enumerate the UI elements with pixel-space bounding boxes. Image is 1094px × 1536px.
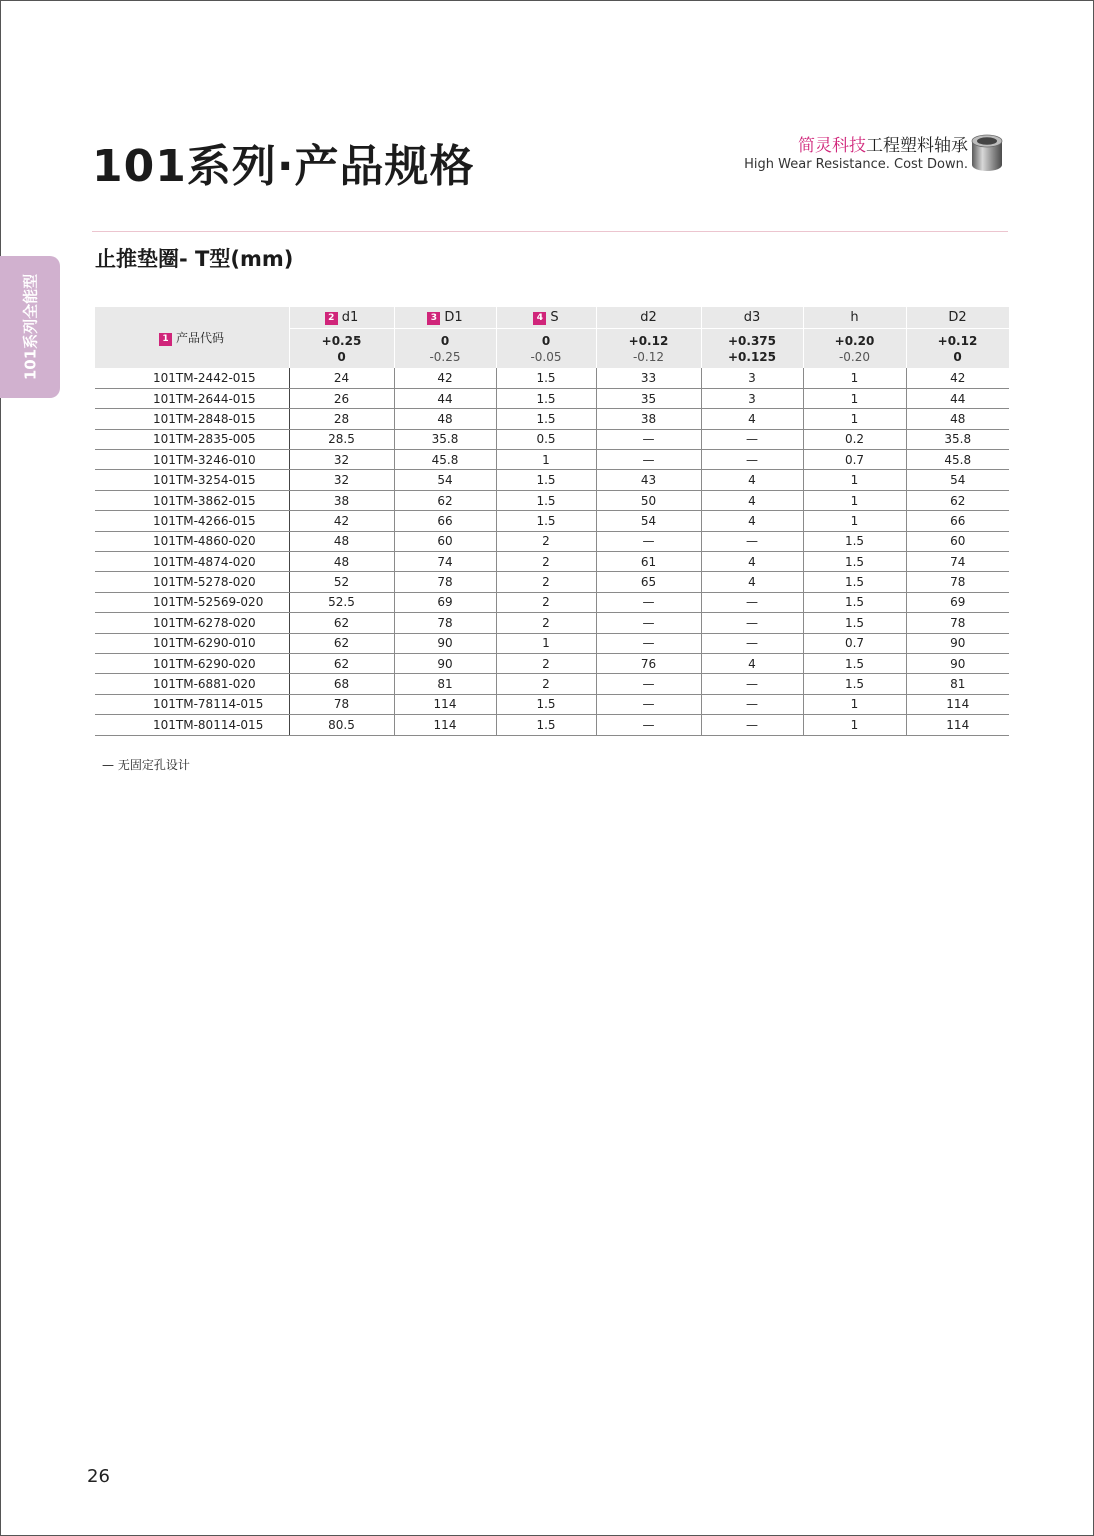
page-title: 101系列·产品规格 — [92, 141, 475, 192]
column-badge: 2 — [325, 312, 338, 325]
value-cell: 32 — [289, 450, 394, 470]
value-cell: 2 — [496, 653, 596, 673]
code-column-header — [95, 307, 289, 368]
column-header-d2 — [906, 307, 1009, 328]
value-cell: 2 — [496, 592, 596, 612]
value-cell: 90 — [906, 633, 1009, 653]
value-cell: 2 — [496, 531, 596, 551]
value-cell: 74 — [906, 552, 1009, 572]
column-name: d2 — [640, 309, 657, 325]
column-badge: 3 — [427, 312, 440, 325]
value-cell: 62 — [289, 653, 394, 673]
brand-name — [744, 136, 968, 156]
tolerance-d1 — [394, 328, 496, 368]
value-cell: 35 — [596, 388, 701, 408]
table-row — [95, 429, 1009, 449]
product-code-cell: 101TM-2442-015 — [95, 368, 289, 388]
value-cell: — — [596, 450, 701, 470]
value-cell: 0.2 — [803, 429, 906, 449]
value-cell: — — [596, 694, 701, 714]
tolerance-upper: +0.375 — [727, 334, 776, 349]
column-name: d3 — [743, 309, 761, 325]
product-code-cell: 101TM-2848-015 — [95, 409, 289, 429]
product-code-cell: 101TM-4874-020 — [95, 552, 289, 572]
value-cell: 44 — [906, 388, 1009, 408]
product-code-cell: 101TM-80114-015 — [95, 715, 289, 735]
table-row — [95, 613, 1009, 633]
table-row — [95, 633, 1009, 653]
value-cell: 28 — [289, 409, 394, 429]
value-cell: 1 — [803, 368, 906, 388]
value-cell: 69 — [394, 592, 496, 612]
column-header-d1 — [394, 307, 496, 328]
value-cell: 2 — [496, 674, 596, 694]
value-cell: 60 — [394, 531, 496, 551]
value-cell: 35.8 — [394, 429, 496, 449]
value-cell: 48 — [394, 409, 496, 429]
value-cell: 4 — [701, 653, 803, 673]
value-cell: — — [596, 613, 701, 633]
tolerance-d2 — [596, 328, 701, 368]
value-cell: — — [596, 592, 701, 612]
value-cell: 78 — [394, 613, 496, 633]
value-cell: 38 — [289, 490, 394, 510]
value-cell: 1.5 — [803, 572, 906, 592]
column-badge: 4 — [533, 312, 546, 325]
value-cell: — — [701, 592, 803, 612]
table-row — [95, 694, 1009, 714]
value-cell: 114 — [906, 715, 1009, 735]
brand-slogan: High Wear Resistance. Cost Down. — [744, 157, 968, 172]
product-code-cell: 101TM-6278-020 — [95, 613, 289, 633]
tolerance-d2 — [906, 328, 1009, 368]
table-row — [95, 470, 1009, 490]
value-cell: 4 — [701, 470, 803, 490]
column-header-d3 — [701, 307, 803, 328]
value-cell: 1 — [496, 633, 596, 653]
value-cell: 81 — [906, 674, 1009, 694]
value-cell: 52 — [289, 572, 394, 592]
product-code-cell: 101TM-6881-020 — [95, 674, 289, 694]
table-row — [95, 409, 1009, 429]
value-cell: — — [701, 531, 803, 551]
column-name: S — [550, 309, 559, 325]
value-cell: 1.5 — [803, 592, 906, 612]
value-cell: 1.5 — [803, 674, 906, 694]
column-name: d1 — [341, 309, 359, 325]
value-cell: 1.5 — [803, 653, 906, 673]
value-cell: 78 — [394, 572, 496, 592]
value-cell: 78 — [906, 613, 1009, 633]
brand-block — [744, 136, 968, 174]
value-cell: — — [701, 450, 803, 470]
value-cell: 114 — [394, 694, 496, 714]
value-cell: 2 — [496, 572, 596, 592]
product-code-cell: 101TM-2835-005 — [95, 429, 289, 449]
value-cell: 1 — [803, 715, 906, 735]
table-row — [95, 388, 1009, 408]
value-cell: 65 — [596, 572, 701, 592]
value-cell: 80.5 — [289, 715, 394, 735]
product-code-cell: 101TM-78114-015 — [95, 694, 289, 714]
value-cell: 48 — [289, 531, 394, 551]
value-cell: — — [701, 674, 803, 694]
value-cell: 0.7 — [803, 450, 906, 470]
value-cell: 28.5 — [289, 429, 394, 449]
tolerance-lower: -0.25 — [429, 350, 461, 365]
column-header-d2 — [596, 307, 701, 328]
value-cell: 90 — [394, 633, 496, 653]
value-cell: 3 — [701, 368, 803, 388]
value-cell: 66 — [394, 511, 496, 531]
value-cell: — — [596, 531, 701, 551]
value-cell: — — [596, 429, 701, 449]
value-cell: 74 — [394, 552, 496, 572]
value-cell: 1.5 — [803, 531, 906, 551]
column-badge: 1 — [159, 333, 172, 346]
value-cell: — — [701, 715, 803, 735]
value-cell: 78 — [906, 572, 1009, 592]
code-header-label: 产品代码 — [176, 331, 225, 345]
value-cell: 1.5 — [496, 694, 596, 714]
value-cell: 4 — [701, 409, 803, 429]
value-cell: 1 — [803, 490, 906, 510]
table-row — [95, 511, 1009, 531]
value-cell: 0.7 — [803, 633, 906, 653]
column-header-h — [803, 307, 906, 328]
tolerance-d1 — [289, 328, 394, 368]
value-cell: 42 — [906, 368, 1009, 388]
value-cell: 62 — [289, 613, 394, 633]
table-row — [95, 715, 1009, 735]
section-title: 止推垫圈- T型(mm) — [95, 247, 294, 271]
value-cell: 1 — [803, 470, 906, 490]
value-cell: 52.5 — [289, 592, 394, 612]
value-cell: 1.5 — [496, 470, 596, 490]
product-code-cell: 101TM-3862-015 — [95, 490, 289, 510]
value-cell: 54 — [394, 470, 496, 490]
tolerance-lower: +0.125 — [727, 350, 776, 365]
value-cell: 114 — [906, 694, 1009, 714]
side-tab[interactable] — [0, 256, 60, 398]
tolerance-lower: 0 — [953, 350, 962, 365]
tolerance-d3 — [701, 328, 803, 368]
value-cell: 48 — [289, 552, 394, 572]
value-cell: 90 — [906, 653, 1009, 673]
value-cell: 1.5 — [803, 552, 906, 572]
spec-table — [95, 307, 1010, 736]
value-cell: 2 — [496, 552, 596, 572]
brand-accent-text: 简灵科技 — [798, 136, 866, 156]
value-cell: 68 — [289, 674, 394, 694]
value-cell: 1 — [803, 511, 906, 531]
column-header-d1 — [289, 307, 394, 328]
value-cell: 2 — [496, 613, 596, 633]
value-cell: 50 — [596, 490, 701, 510]
table-row — [95, 450, 1009, 470]
tolerance-h — [803, 328, 906, 368]
value-cell: 32 — [289, 470, 394, 490]
product-code-cell: 101TM-4266-015 — [95, 511, 289, 531]
tolerance-lower: -0.20 — [838, 350, 871, 365]
page-number: 26 — [87, 1466, 110, 1487]
product-code-cell: 101TM-6290-010 — [95, 633, 289, 653]
value-cell: 4 — [701, 490, 803, 510]
value-cell: 1.5 — [496, 511, 596, 531]
value-cell: — — [701, 633, 803, 653]
value-cell: 42 — [394, 368, 496, 388]
value-cell: 0.5 — [496, 429, 596, 449]
table-row — [95, 572, 1009, 592]
column-name: h — [850, 309, 859, 325]
value-cell: 4 — [701, 552, 803, 572]
value-cell: — — [596, 715, 701, 735]
tolerance-upper: +0.20 — [834, 334, 875, 349]
value-cell: 54 — [906, 470, 1009, 490]
value-cell: 81 — [394, 674, 496, 694]
value-cell: 1.5 — [496, 409, 596, 429]
value-cell: 26 — [289, 388, 394, 408]
value-cell: 1.5 — [496, 715, 596, 735]
tolerance-upper: 0 — [541, 334, 551, 349]
value-cell: 45.8 — [394, 450, 496, 470]
value-cell: — — [701, 613, 803, 633]
product-code-cell: 101TM-6290-020 — [95, 653, 289, 673]
value-cell: 62 — [289, 633, 394, 653]
value-cell: — — [701, 694, 803, 714]
value-cell: 24 — [289, 368, 394, 388]
value-cell: 43 — [596, 470, 701, 490]
value-cell: 1.5 — [496, 388, 596, 408]
value-cell: 42 — [289, 511, 394, 531]
table-row — [95, 653, 1009, 673]
value-cell: 61 — [596, 552, 701, 572]
value-cell: — — [596, 633, 701, 653]
brand-rest-text: 工程塑料轴承 — [866, 136, 968, 156]
value-cell: 35.8 — [906, 429, 1009, 449]
column-name: D1 — [444, 309, 463, 325]
tolerance-lower: -0.12 — [632, 350, 665, 365]
table-row — [95, 531, 1009, 551]
tolerance-upper: +0.12 — [628, 334, 669, 349]
value-cell: 1.5 — [496, 490, 596, 510]
value-cell: 60 — [906, 531, 1009, 551]
tolerance-lower: 0 — [337, 350, 346, 365]
value-cell: 1 — [803, 388, 906, 408]
value-cell: 66 — [906, 511, 1009, 531]
value-cell: 1.5 — [496, 368, 596, 388]
value-cell: 4 — [701, 572, 803, 592]
value-cell: 78 — [289, 694, 394, 714]
product-code-cell: 101TM-52569-020 — [95, 592, 289, 612]
table-row — [95, 592, 1009, 612]
header-divider — [92, 231, 1008, 232]
product-code-cell: 101TM-5278-020 — [95, 572, 289, 592]
spec-table-head — [95, 307, 1009, 368]
value-cell: 114 — [394, 715, 496, 735]
tolerance-lower: -0.05 — [530, 350, 562, 365]
value-cell: 48 — [906, 409, 1009, 429]
value-cell: 33 — [596, 368, 701, 388]
tolerance-s — [496, 328, 596, 368]
value-cell: — — [701, 429, 803, 449]
value-cell: 4 — [701, 511, 803, 531]
value-cell: 62 — [906, 490, 1009, 510]
tolerance-upper: +0.12 — [937, 334, 978, 349]
bearing-icon — [970, 134, 1004, 172]
table-row — [95, 490, 1009, 510]
column-name: D2 — [948, 309, 967, 325]
table-row — [95, 368, 1009, 388]
value-cell: 1.5 — [803, 613, 906, 633]
value-cell: 76 — [596, 653, 701, 673]
value-cell: 1 — [496, 450, 596, 470]
table-row — [95, 674, 1009, 694]
tolerance-upper: 0 — [440, 334, 450, 349]
value-cell: 62 — [394, 490, 496, 510]
product-code-cell: 101TM-4860-020 — [95, 531, 289, 551]
tolerance-upper: +0.25 — [321, 334, 362, 349]
product-code-cell: 101TM-3254-015 — [95, 470, 289, 490]
footnote: — 无固定孔设计 — [102, 758, 190, 772]
value-cell: 44 — [394, 388, 496, 408]
product-code-cell: 101TM-3246-010 — [95, 450, 289, 470]
value-cell: 69 — [906, 592, 1009, 612]
value-cell: 1 — [803, 694, 906, 714]
value-cell: 90 — [394, 653, 496, 673]
value-cell: 54 — [596, 511, 701, 531]
value-cell: 38 — [596, 409, 701, 429]
column-header-s — [496, 307, 596, 328]
table-row — [95, 552, 1009, 572]
value-cell: 3 — [701, 388, 803, 408]
value-cell: — — [596, 674, 701, 694]
spec-table-body — [95, 368, 1009, 735]
side-tab-label: 101系列全能型 — [21, 273, 40, 381]
value-cell: 45.8 — [906, 450, 1009, 470]
value-cell: 1 — [803, 409, 906, 429]
product-code-cell: 101TM-2644-015 — [95, 388, 289, 408]
